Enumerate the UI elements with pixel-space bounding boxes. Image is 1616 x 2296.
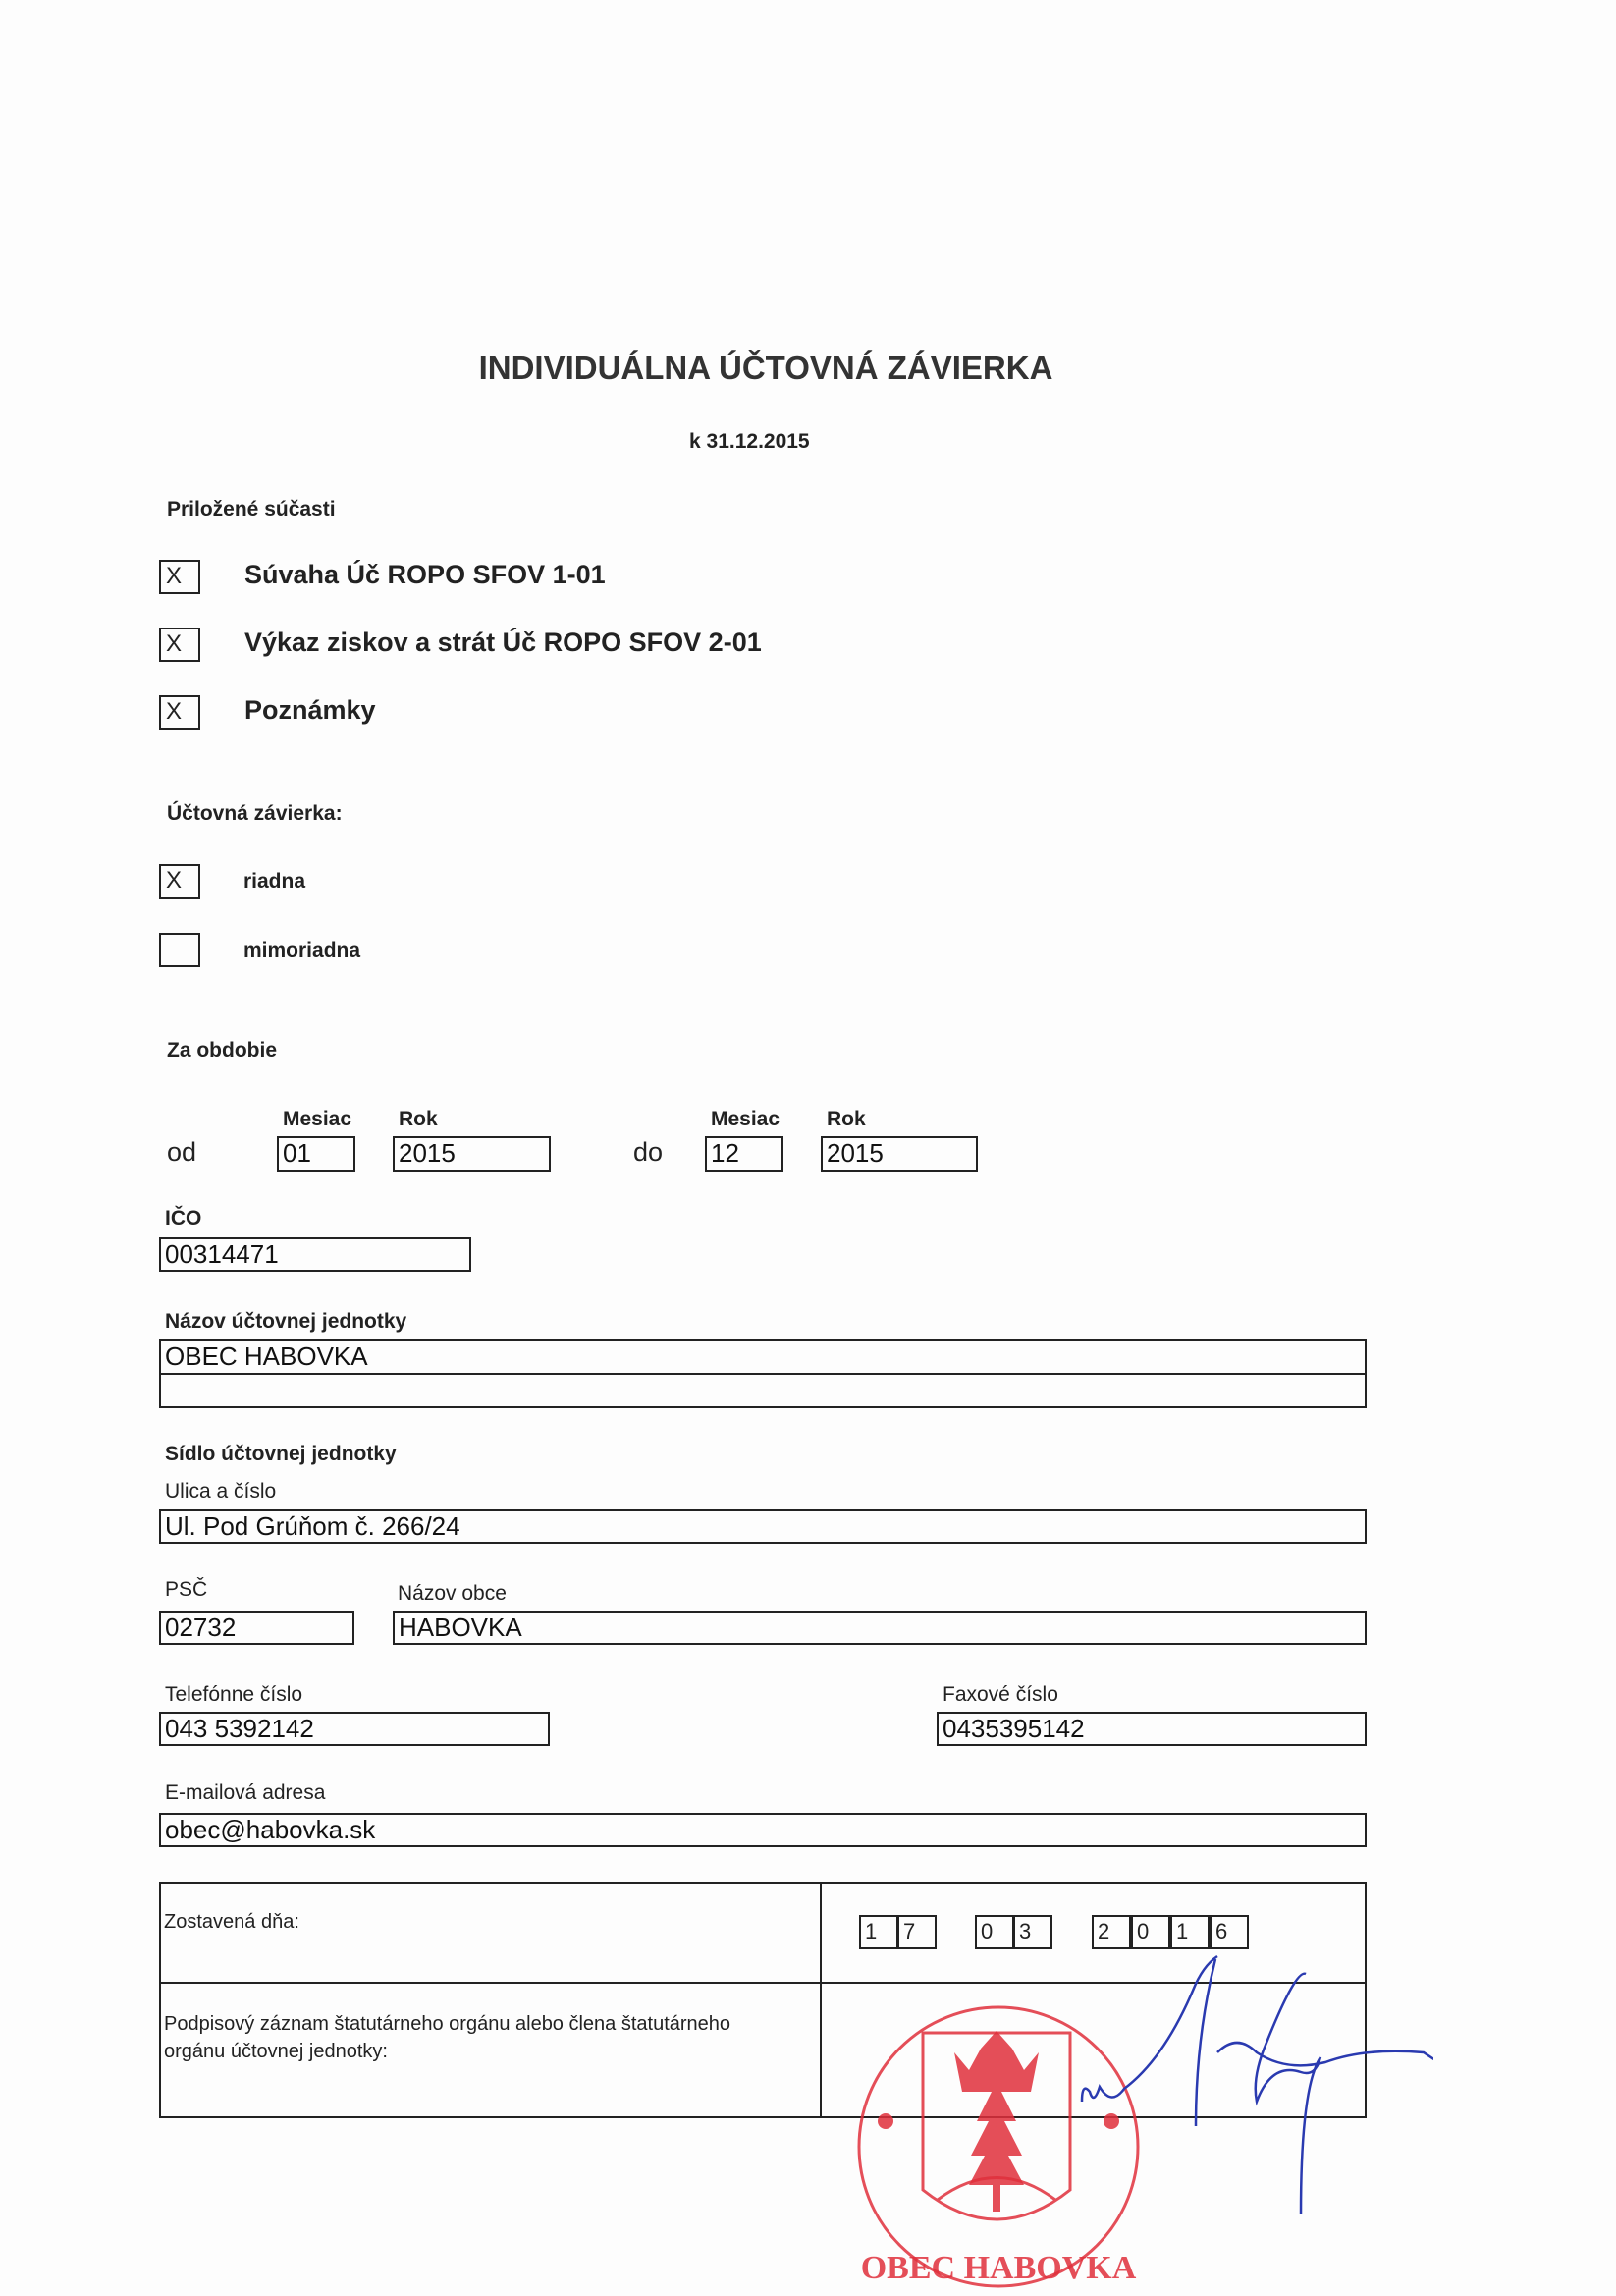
attachment-label-2: Výkaz ziskov a strát Úč ROPO SFOV 2-01	[244, 628, 762, 657]
handwritten-signature	[1070, 1954, 1433, 2259]
seat-heading: Sídlo účtovnej jednotky	[165, 1443, 397, 1465]
from-year-field[interactable]: 2015	[393, 1136, 551, 1172]
date-month-digit-1[interactable]: 0	[975, 1915, 1014, 1949]
attachment-checkbox-3[interactable]: X	[159, 695, 200, 730]
document-title: INDIVIDUÁLNA ÚČTOVNÁ ZÁVIERKA	[478, 350, 1053, 386]
fax-field[interactable]: 0435395142	[937, 1712, 1367, 1746]
stamp-text: OBEC HABOVKA	[860, 2250, 1137, 2286]
as-of-date: k 31.12.2015	[689, 430, 810, 453]
date-year-digit-1[interactable]: 2	[1092, 1915, 1131, 1949]
name-field-line2[interactable]	[159, 1373, 1367, 1408]
closing-label-mimoriadna: mimoriadna	[243, 939, 361, 961]
date-day-digit-1[interactable]: 1	[859, 1915, 898, 1949]
psc-label: PSČ	[165, 1578, 208, 1601]
to-year-label: Rok	[827, 1108, 866, 1130]
to-year-field[interactable]: 2015	[821, 1136, 978, 1172]
name-field-line1[interactable]: OBEC HABOVKA	[159, 1339, 1367, 1375]
date-year-digit-2[interactable]: 0	[1131, 1915, 1170, 1949]
from-month-label: Mesiac	[283, 1108, 352, 1130]
town-label: Názov obce	[398, 1582, 507, 1605]
date-year-digit-3[interactable]: 1	[1170, 1915, 1210, 1949]
email-label: E-mailová adresa	[165, 1781, 326, 1804]
to-label: do	[633, 1137, 664, 1167]
closing-checkbox-riadna[interactable]: X	[159, 864, 200, 899]
from-year-label: Rok	[399, 1108, 438, 1130]
phone-field[interactable]: 043 5392142	[159, 1712, 550, 1746]
date-month-digit-2[interactable]: 3	[1013, 1915, 1052, 1949]
fax-label: Faxové číslo	[943, 1683, 1058, 1706]
email-field[interactable]: obec@habovka.sk	[159, 1813, 1367, 1847]
date-day-digit-2[interactable]: 7	[897, 1915, 937, 1949]
psc-field[interactable]: 02732	[159, 1611, 354, 1645]
closing-heading: Účtovná závierka:	[167, 802, 343, 825]
street-field[interactable]: Ul. Pod Grúňom č. 266/24	[159, 1509, 1367, 1544]
name-label: Názov účtovnej jednotky	[165, 1310, 407, 1333]
sign-label-line1: Podpisový záznam štatutárneho orgánu alebo člena štatutárneho	[164, 2013, 731, 2035]
attachment-label-1: Súvaha Úč ROPO SFOV 1-01	[244, 560, 606, 589]
attachment-checkbox-2[interactable]: X	[159, 628, 200, 662]
ico-label: IČO	[165, 1207, 202, 1230]
from-label: od	[167, 1137, 197, 1167]
town-field[interactable]: HABOVKA	[393, 1611, 1367, 1645]
sign-label-line2: orgánu účtovnej jednotky:	[164, 2041, 388, 2062]
to-month-label: Mesiac	[711, 1108, 781, 1130]
phone-label: Telefónne číslo	[165, 1683, 303, 1706]
ico-field[interactable]: 00314471	[159, 1237, 471, 1272]
compiled-label: Zostavená dňa:	[164, 1911, 299, 1933]
period-heading: Za obdobie	[167, 1039, 277, 1062]
to-month-field[interactable]: 12	[705, 1136, 783, 1172]
table-column-divider	[820, 1882, 822, 2118]
attachment-checkbox-1[interactable]: X	[159, 560, 200, 594]
attachments-heading: Priložené súčasti	[167, 498, 336, 520]
attachment-label-3: Poznámky	[244, 695, 376, 725]
date-year-digit-4[interactable]: 6	[1210, 1915, 1249, 1949]
from-month-field[interactable]: 01	[277, 1136, 355, 1172]
closing-label-riadna: riadna	[243, 870, 306, 893]
closing-checkbox-mimoriadna[interactable]	[159, 933, 200, 967]
street-label: Ulica a číslo	[165, 1480, 277, 1503]
